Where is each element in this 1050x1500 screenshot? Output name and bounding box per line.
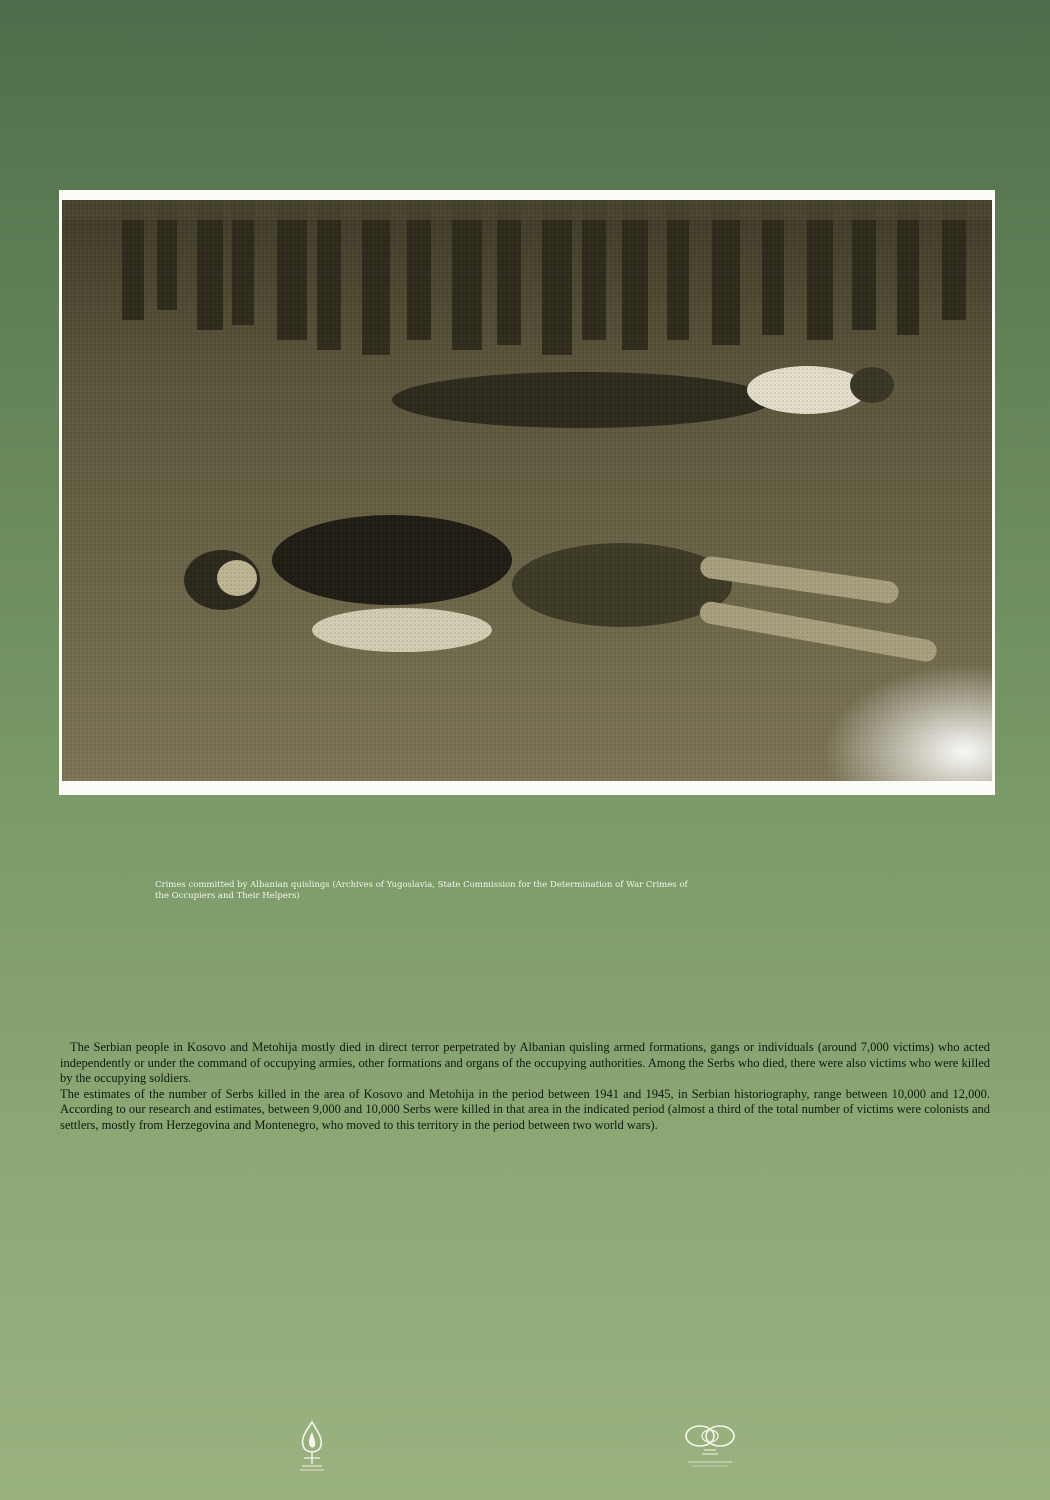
photo-frame <box>59 190 995 795</box>
body-paragraph-2: The estimates of the number of Serbs killed in the area of Kosovo and Metohija in the period between 1941 and 1945, in Serbian historiography, range between 10,000 and 12,000. According to our research and estimates, between 9,000 and 10,000 Serbs were killed in that area in the indicated period (almost a third of the total number of victims were colonists and settlers, mostly from Herzegovina and Montenegro, who moved to this territory in the period between two world wars). <box>60 1086 990 1132</box>
caption-line-1: Crimes committed by Albanian quislings (Archives of Yugoslavia, State Commission for the Determination of War Crimes of <box>155 880 688 890</box>
knot-emblem-logo <box>680 1420 740 1472</box>
caption-line-2: the Occupiers and Their Helpers) <box>155 891 300 901</box>
flame-emblem-logo <box>292 1420 332 1472</box>
body-text <box>60 1040 990 1134</box>
body-paragraph-1: The Serbian people in Kosovo and Metohija mostly died in direct terror perpetrated by Albanian quisling armed formations, gangs or individuals (around 7,000 victims) who acted independently or under the command of occupying armies, other formations and organs of the occupying authorities. Among the Serbs who died, there were also victims who were killed by the occupying soldiers. <box>60 1040 990 1086</box>
archival-photo <box>62 200 992 781</box>
photo-caption <box>155 880 715 902</box>
